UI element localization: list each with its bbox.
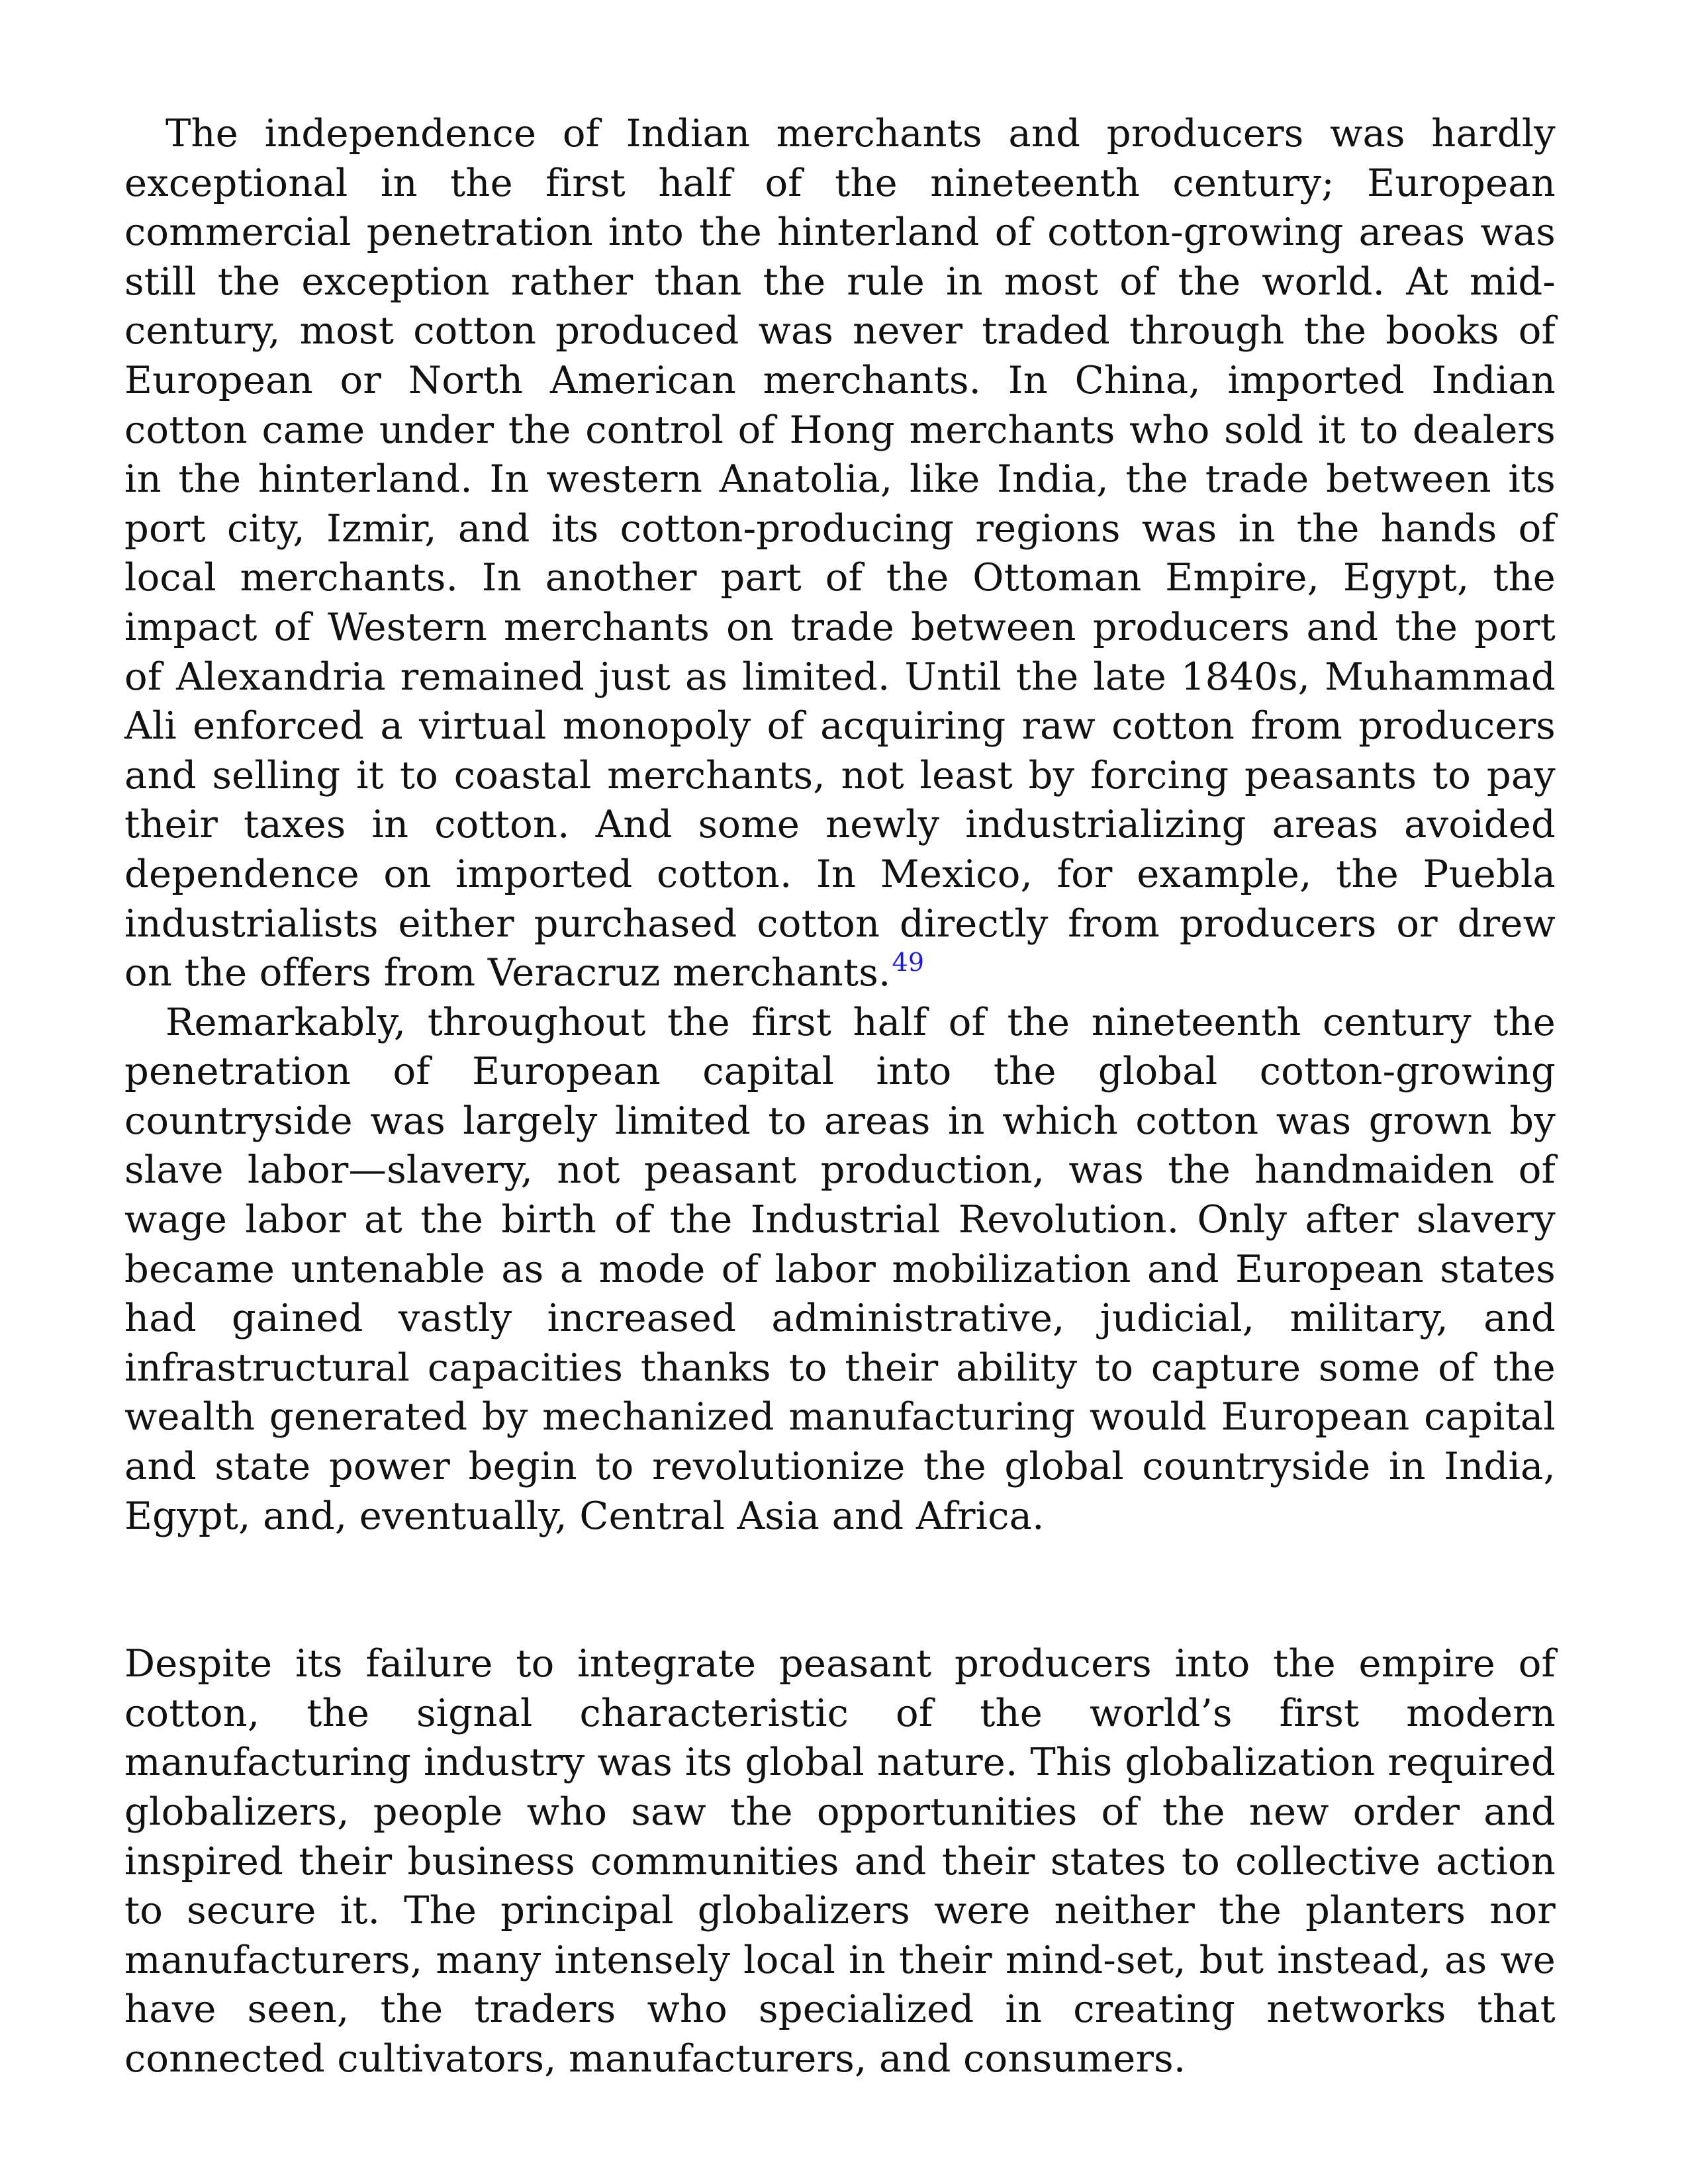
section-break — [124, 1541, 1556, 1639]
paragraph-text: Despite its failure to integrate peasant producers into the empire of cotton, the signal characteristic of the world’s first modern manufacturing industry was its global nature. This globalization required globalizers, people who saw the opportunities of the new order and inspired their business communities and their states to collective action to secure it. The principal globalizers were neither the planters nor manufacturers, many intensely local in their mind-set, but instead, as we have seen, the traders who specialized in creating networks that connected cultivators, manufacturers, and consumers. — [124, 1641, 1556, 2081]
paragraph-european-capital — [124, 998, 1556, 1541]
footnote-link[interactable]: 49 — [892, 948, 925, 978]
paragraph-indian-merchants — [124, 109, 1556, 998]
paragraph-globalizers — [124, 1639, 1556, 2083]
page-body — [124, 109, 1556, 2084]
paragraph-text: Remarkably, throughout the first half of the nineteenth century the penetration of European capital into the global cotton-growing countryside was largely limited to areas in which cotton was grown by slave labor—slavery, not peasant production, was the handmaiden of wage labor at the birth of the Industrial Revolution. Only after slavery became untenable as a mode of labor mobilization and European states had gained vastly increased administrative, judicial, military, and infrastructural capacities thanks to their ability to capture some of the wealth generated by mechanized manufacturing would European capital and state power begin to revolutionize the global countryside in India, Egypt, and, eventually, Central Asia and Africa. — [124, 999, 1556, 1538]
paragraph-text: The independence of Indian merchants and producers was hardly exceptional in the first half of the nineteenth century; European commercial penetration into the hinterland of cotton-growing areas was still the exception rather than the rule in most of the world. At mid-century, most cotton produced was never traded through the books of European or North American merchants. In China, imported Indian cotton came under the control of Hong merchants who sold it to dealers in the hinterland. In western Anatolia, like India, the trade between its port city, Izmir, and its cotton-producing regions was in the hands of local merchants. In another part of the Ottoman Empire, Egypt, the impact of Western merchants on trade between producers and the port of Alexandria remained just as limited. Until the late 1840s, Muhammad Ali enforced a virtual monopoly of acquiring raw cotton from producers and selling it to coastal merchants, not least by forcing peasants to pay their taxes in cotton. And some newly industrializing areas avoided dependence on imported cotton. In Mexico, for example, the Puebla industrialists either purchased cotton directly from producers or drew on the offers from Veracruz merchants. — [124, 111, 1556, 995]
